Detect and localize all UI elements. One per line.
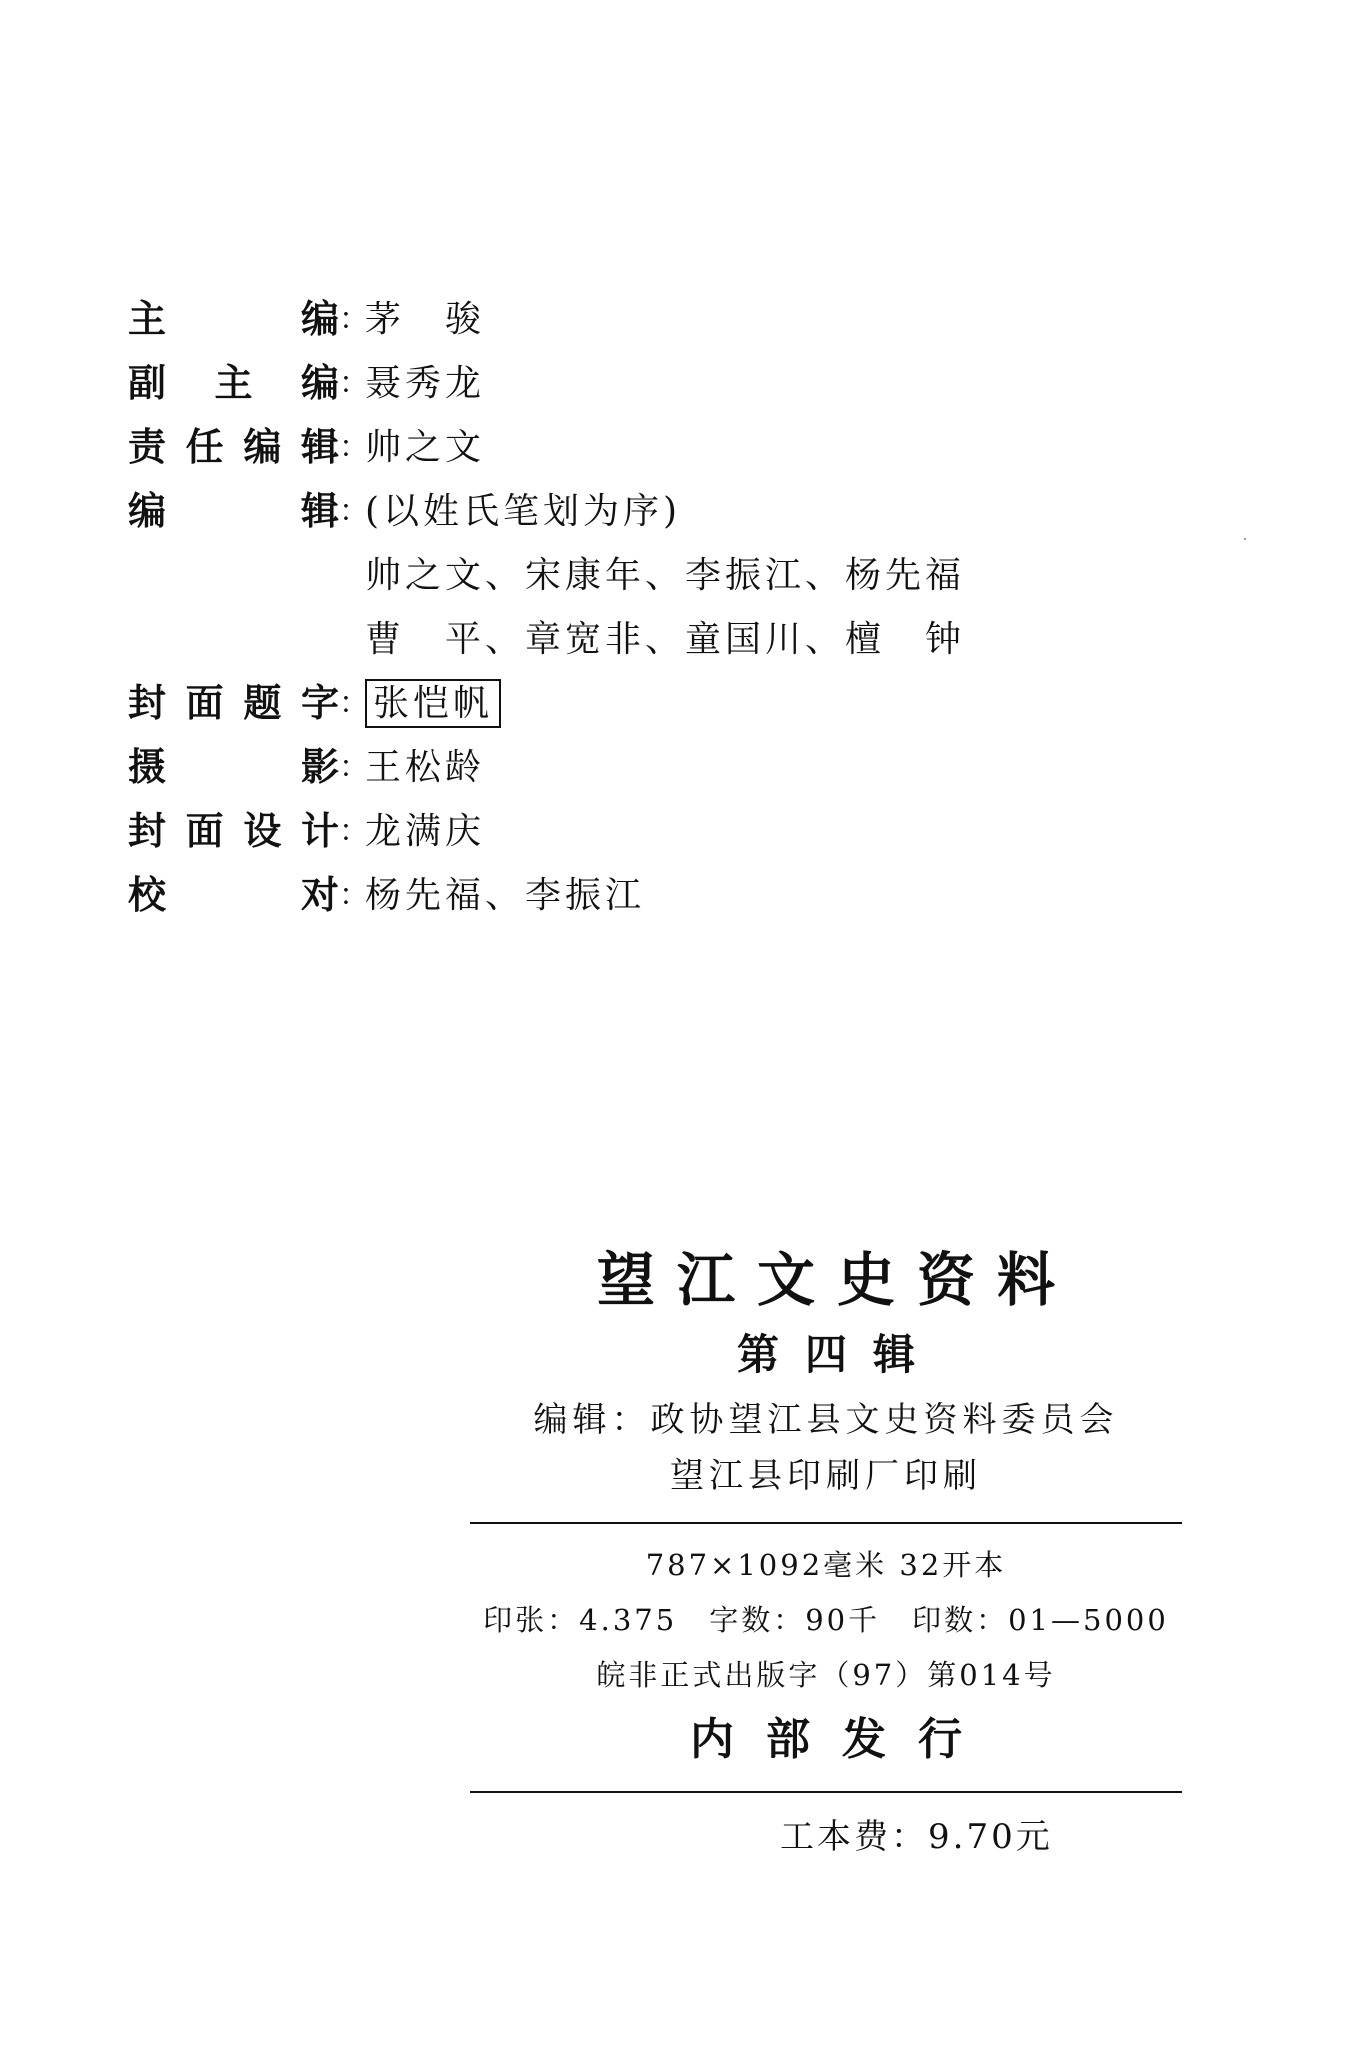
- credit-label: 摄影: [128, 745, 339, 789]
- credit-value-line: 帅之文、宋康年、李振江、杨先福: [365, 555, 966, 596]
- divider-top: [470, 1522, 1182, 1524]
- credit-value: [365, 487, 965, 664]
- credit-colon: ：: [339, 686, 369, 721]
- credit-value-line: 聂秀龙: [365, 363, 486, 404]
- credit-colon: ：: [339, 750, 369, 785]
- credit-value-line: 茅 骏: [365, 299, 486, 340]
- credit-value-line: 杨先福、李振江: [365, 875, 646, 916]
- credit-label: 主编: [128, 297, 339, 341]
- format-line: 787×1092毫米 32开本: [645, 1548, 1007, 1582]
- credit-row-chief-editor: [128, 295, 1128, 344]
- credit-value: [365, 295, 485, 344]
- credit-row-proofreading: [128, 871, 1128, 920]
- credit-label: 编辑: [128, 489, 339, 533]
- credit-label: 封面题字: [128, 681, 339, 725]
- credit-colon: ：: [339, 302, 369, 337]
- credit-label: 副主编: [128, 361, 339, 405]
- credit-row-cover-calligraphy: [128, 679, 1128, 728]
- credit-value: [365, 743, 485, 792]
- credit-label: 封面设计: [128, 809, 339, 853]
- credit-label: 校对: [128, 873, 339, 917]
- cost-line: 工本费：9.70元: [780, 1817, 1053, 1857]
- printer-line: 望江县印刷厂印刷: [670, 1456, 982, 1496]
- credit-colon: ：: [339, 494, 369, 529]
- distribution-note: 内部发行: [690, 1714, 994, 1765]
- scan-speck: [1244, 538, 1246, 540]
- credit-value: [365, 359, 485, 408]
- credit-value-line: 曹 平、章宽非、童国川、檀 钟: [365, 619, 966, 660]
- print-stats-line: 印张：4.375 字数：90千 印数：01—5000: [483, 1603, 1169, 1637]
- permit-line: 皖非正式出版字（97）第014号: [596, 1658, 1056, 1692]
- book-title: 望江文史资料: [596, 1246, 1077, 1314]
- credit-colon: ：: [339, 814, 369, 849]
- credit-row-cover-design: [128, 807, 1128, 856]
- credit-colon: ：: [339, 366, 369, 401]
- volume-number: 第四辑: [736, 1330, 941, 1379]
- credit-colon: ：: [339, 878, 369, 913]
- credit-row-photography: [128, 743, 1128, 792]
- credit-row-deputy-editor: [128, 359, 1128, 408]
- divider-bottom: [470, 1791, 1182, 1793]
- boxed-name: 张恺帆: [365, 679, 501, 728]
- credit-value-line: 王松龄: [365, 747, 486, 788]
- credit-colon: ：: [339, 430, 369, 465]
- credit-value: [365, 679, 501, 728]
- credit-label: 责任编辑: [128, 425, 339, 469]
- colophon: [470, 1238, 1182, 1807]
- credit-row-responsible-editor: [128, 423, 1128, 472]
- credit-value-line: [365, 679, 501, 728]
- credit-value: [365, 871, 645, 920]
- editor-line: 编辑：政协望江县文史资料委员会: [533, 1400, 1119, 1440]
- credit-value: [365, 807, 485, 856]
- credit-value-line: 帅之文: [365, 427, 486, 468]
- credit-value-line: 龙满庆: [365, 811, 486, 852]
- credit-value: [365, 423, 485, 472]
- credits-list: [128, 295, 1128, 935]
- credit-row-editors: [128, 487, 1128, 664]
- credit-value-line: (以姓氏笔划为序): [365, 491, 682, 532]
